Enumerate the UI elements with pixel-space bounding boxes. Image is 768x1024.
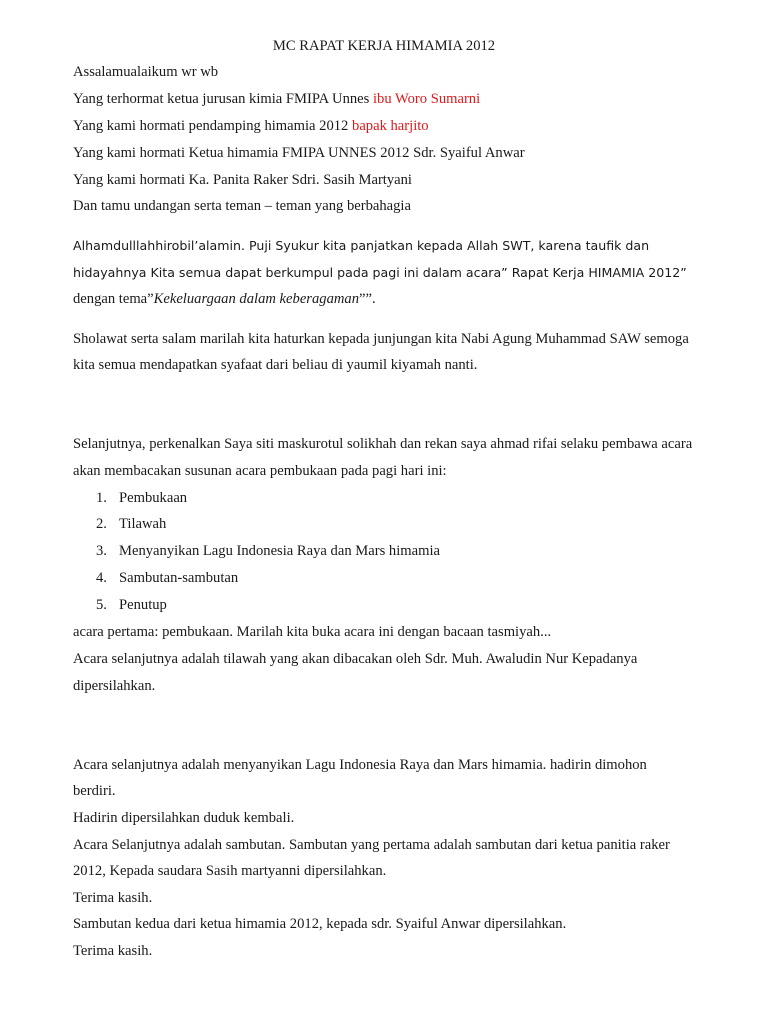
list-number: 4. <box>96 570 107 586</box>
page-title: MC RAPAT KERJA HIMAMIA 2012 <box>272 38 496 54</box>
paragraph-line: 2012, Kepada saudara Sasih martyanni dipersilahkan. <box>73 863 387 879</box>
salutation-line: Dan tamu undangan serta teman – teman yang berbahagia <box>73 198 411 214</box>
list-item: Penutup <box>119 597 167 613</box>
list-number: 5. <box>96 597 107 613</box>
paragraph-line: Acara selanjutnya adalah tilawah yang akan dibacakan oleh Sdr. Muh. Awaludin Nur Kepadanya <box>73 651 638 667</box>
intro-line: akan membacakan susunan acara pembukaan pada pagi hari ini: <box>73 463 447 479</box>
paragraph-line: Sambutan kedua dari ketua himamia 2012, kepada sdr. Syaiful Anwar dipersilahkan. <box>73 916 567 932</box>
salutation-line: Yang kami hormati Ketua himamia FMIPA UNNES 2012 Sdr. Syaiful Anwar <box>73 145 525 161</box>
greeting: Assalamualaikum wr wb <box>73 64 219 80</box>
opening-line: hidayahnya Kita semua dapat berkumpul pada pagi ini dalam acara” Rapat Kerja HIMAMIA 2012” <box>73 265 687 280</box>
list-item: Tilawah <box>119 516 167 532</box>
opening-line: Alhamdulllahhirobil’alamin. Puji Syukur kita panjatkan kepada Allah SWT, karena taufik dan <box>73 238 650 253</box>
list-number: 2. <box>96 516 107 532</box>
paragraph-line: acara pertama: pembukaan. Marilah kita buka acara ini dengan bacaan tasmiyah... <box>73 624 552 640</box>
sholawat-line: kita semua mendapatkan syafaat dari beliau di yaumil kiyamah nanti. <box>73 357 478 373</box>
theme-text: Kekeluargaan dalam keberagaman <box>153 291 359 307</box>
list-item: Menyanyikan Lagu Indonesia Raya dan Mars himamia <box>119 543 440 559</box>
salutation-line: Yang terhormat ketua jurusan kimia FMIPA Unnes ibu Woro Sumarni <box>73 91 481 107</box>
paragraph-line: Terima kasih. <box>73 890 153 906</box>
highlight-name: ibu Woro Sumarni <box>372 91 481 107</box>
opening-line: dengan tema”Kekeluargaan dalam keberagaman””. <box>73 291 376 307</box>
salutation-line: Yang kami hormati Ka. Panita Raker Sdri. Sasih Martyani <box>73 172 412 188</box>
sholawat-line: Sholawat serta salam marilah kita haturkan kepada junjungan kita Nabi Agung Muhammad SAW semoga <box>73 331 689 347</box>
list-item: Sambutan-sambutan <box>119 570 239 586</box>
highlight-name: bapak harjito <box>352 118 429 134</box>
paragraph-line: Terima kasih. <box>73 943 153 959</box>
list-item: Pembukaan <box>119 490 188 506</box>
paragraph-line: Acara selanjutnya adalah menyanyikan Lagu Indonesia Raya dan Mars himamia. hadirin dimohon <box>73 757 647 773</box>
paragraph-line: dipersilahkan. <box>73 678 156 694</box>
paragraph-line: Acara Selanjutnya adalah sambutan. Sambutan yang pertama adalah sambutan dari ketua panitia raker <box>73 837 670 853</box>
salutation-line: Yang kami hormati pendamping himamia 2012 bapak harjito <box>73 118 429 134</box>
paragraph-line: berdiri. <box>73 783 116 799</box>
paragraph-line: Hadirin dipersilahkan duduk kembali. <box>73 810 295 826</box>
list-number: 1. <box>96 490 107 506</box>
intro-line: Selanjutnya, perkenalkan Saya siti maskurotul solikhah dan rekan saya ahmad rifai selaku pembawa acara <box>73 436 693 452</box>
list-number: 3. <box>96 543 107 559</box>
